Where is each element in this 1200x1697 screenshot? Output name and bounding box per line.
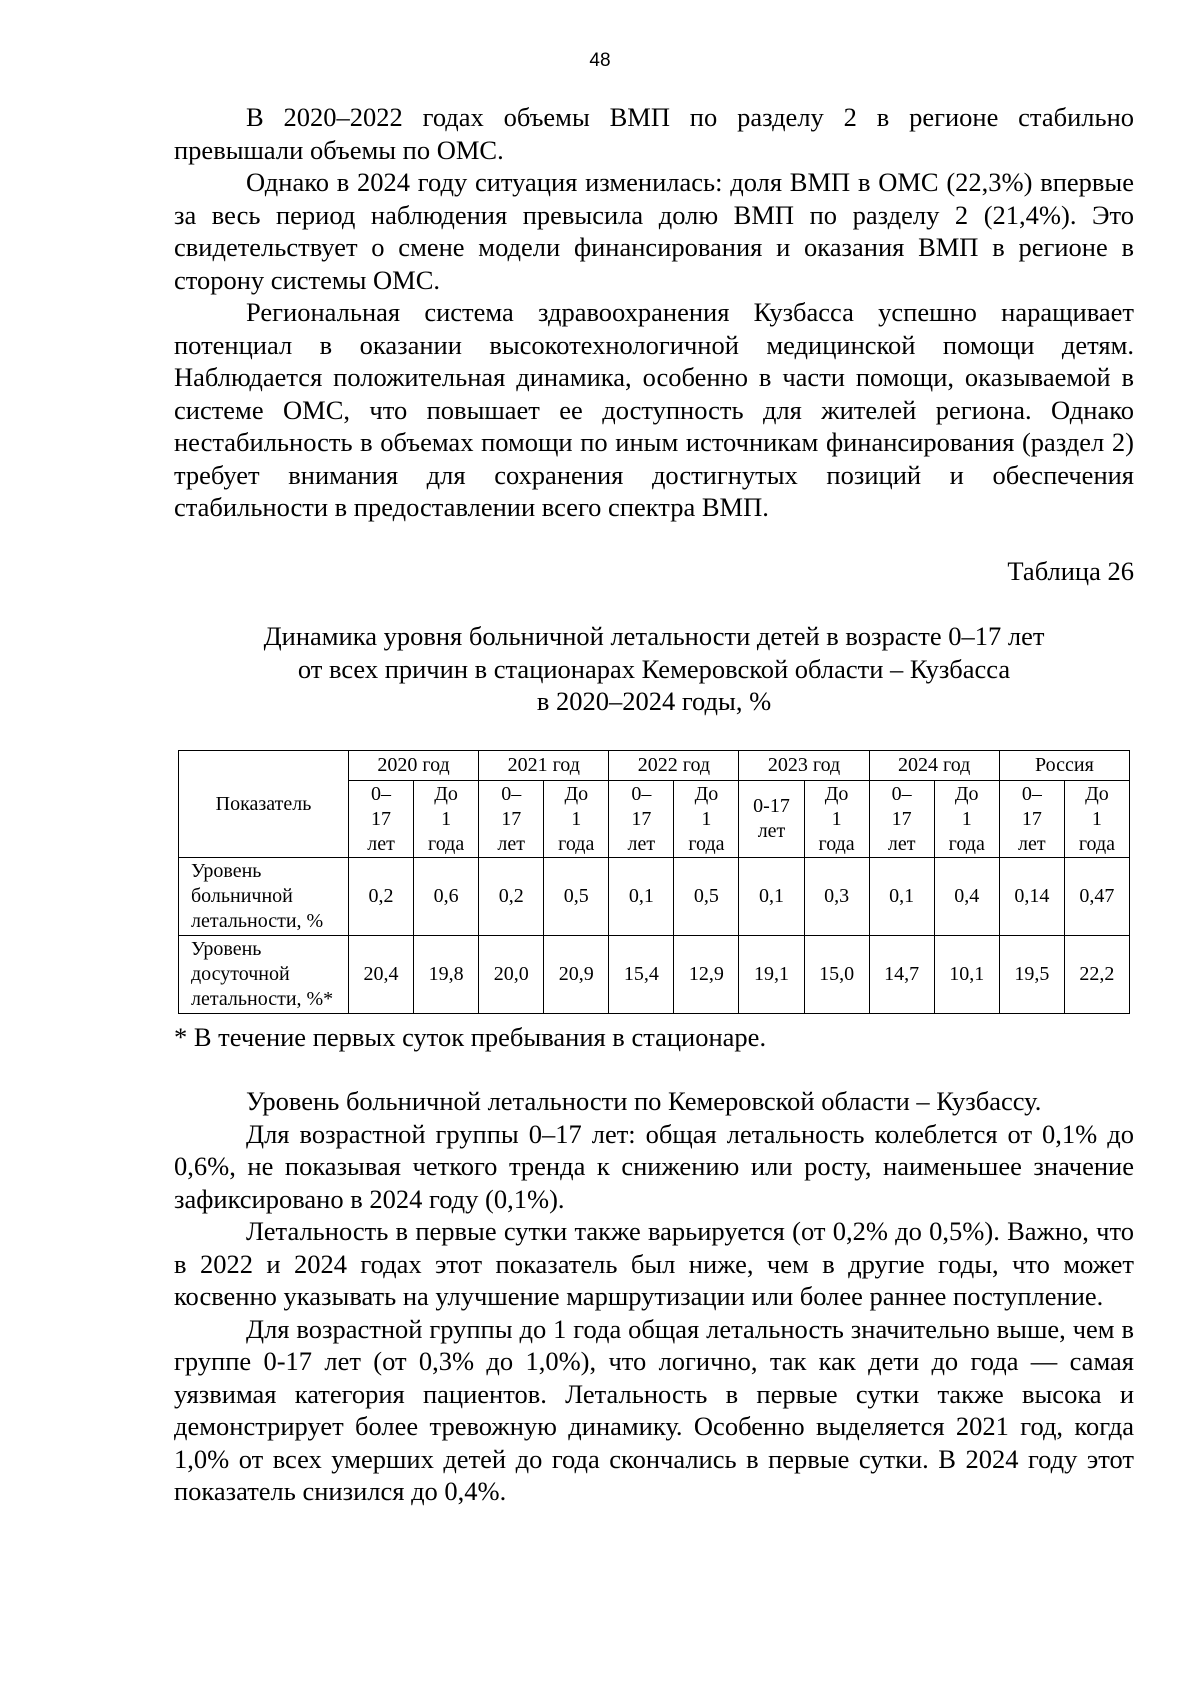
age-group-header-line: До: [694, 782, 719, 805]
age-group-header-line: лет: [627, 832, 656, 855]
age-group-header-line: 0–: [631, 782, 652, 805]
age-group-header-line: 17: [1021, 807, 1042, 830]
age-group-header-line: До: [434, 782, 458, 805]
table-cell: 10,1: [934, 936, 999, 1014]
age-group-header-line: лет: [497, 832, 525, 855]
paragraph: Однако в 2024 году ситуация изменилась: доля ВМП в ОМС (22,3%) впервые за весь период наблюдения превысила долю ВМП по разделу 2 (21,4%). Это свидетельствует о смене модели финансирования и оказания ВМП в регионе в сторону системы ОМС.: [174, 167, 1134, 295]
caption-line: Динамика уровня больничной летальности детей в возрасте 0–17 лет: [263, 621, 1045, 651]
age-group-header-line: 17: [501, 807, 522, 830]
age-group-header-line: года: [688, 832, 725, 855]
table-cell: 0,1: [739, 858, 804, 936]
year-header: 2020 год: [349, 751, 479, 781]
table-caption: [174, 620, 1134, 718]
row-label-line: Уровень: [191, 938, 262, 960]
paragraph: Летальность в первые сутки также варьируется (от 0,2% до 0,5%). Важно, что в 2022 и 2024 годах этот показатель был ниже, чем в другие годы, что может косвенно указывать на улучшение маршрутизации или более раннее поступление.: [174, 1216, 1134, 1311]
age-group-header: [934, 781, 999, 858]
paragraph: В 2020–2022 годах объемы ВМП по разделу 2 в регионе стабильно превышали объемы по ОМС.: [174, 102, 1134, 165]
table-number-label: Таблица 26: [1007, 556, 1134, 586]
table-cell: 0,2: [479, 858, 544, 936]
age-group-header-line: 1: [961, 807, 972, 830]
table-cell: 15,0: [804, 936, 869, 1014]
age-group-header: [999, 781, 1064, 858]
age-group-header: [544, 781, 609, 858]
age-group-header-line: лет: [367, 832, 395, 855]
table-cell: 14,7: [869, 936, 934, 1014]
table-cell: 0,5: [674, 858, 739, 936]
age-group-header: [739, 781, 804, 858]
row-label-line: Уровень: [191, 860, 262, 882]
table-cell: 0,14: [999, 858, 1064, 936]
age-group-header-line: года: [818, 832, 855, 855]
row-label-line: летальности, %*: [191, 988, 334, 1010]
age-group-header: [804, 781, 869, 858]
top-text-block: [174, 101, 1134, 524]
paragraph: Для возрастной группы 0–17 лет: общая летальность колеблется от 0,1% до 0,6%, не показывая четкого тренда к снижению или росту, наименьшее значение зафиксировано в 2024 году (0,1%).: [174, 1118, 1134, 1214]
age-group-header-line: До: [954, 782, 979, 805]
age-group-header-line: лет: [887, 832, 916, 855]
table-footnote: * В течение первых суток пребывания в стационаре.: [174, 1022, 767, 1052]
table-cell: 20,4: [349, 936, 414, 1014]
row-label: [179, 936, 349, 1014]
table-cell: 0,2: [349, 858, 414, 936]
table-cell: 15,4: [609, 936, 674, 1014]
table-row: [179, 858, 1130, 936]
table-cell: 0,5: [544, 858, 609, 936]
table-cell: 0,47: [1064, 858, 1129, 936]
header-row-years: [179, 751, 1130, 781]
age-group-header-line: 0–: [891, 782, 912, 805]
row-label-line: досуточной: [191, 963, 290, 985]
paragraph: Уровень больничной летальности по Кемеровской области – Кузбассу.: [246, 1086, 1042, 1116]
age-group-header-line: 0–: [371, 782, 392, 805]
age-group-header-line: 17: [631, 807, 652, 830]
paragraph: Для возрастной группы до 1 года общая летальность значительно выше, чем в группе 0-17 лет (от 0,3% до 1,0%), что логично, так как дети до года — самая уязвимая категория пациентов. Летальность в первые сутки также высока и демонстрирует более тревожную динамику. Особенно выделяется 2021 год, когда 1,0% от всех умерших детей до года скончались в первые сутки. В 2024 году этот показатель снизился до 0,4%.: [174, 1313, 1134, 1506]
age-group-header-line: лет: [1018, 832, 1046, 855]
table-cell: 12,9: [674, 936, 739, 1014]
age-group-header: [479, 781, 544, 858]
table-cell: 19,1: [739, 936, 804, 1014]
table-cell: 0,1: [609, 858, 674, 936]
table-cell: 20,0: [479, 936, 544, 1014]
age-group-header-line: До: [824, 782, 849, 805]
year-header: Россия: [999, 751, 1129, 781]
table-cell: 19,8: [414, 936, 479, 1014]
age-group-header-line: года: [558, 832, 595, 855]
row-label-line: больничной: [191, 885, 293, 907]
age-group-header: [609, 781, 674, 858]
indicator-header: Показатель: [179, 751, 349, 858]
age-group-header-line: 0-17: [753, 795, 790, 817]
table-cell: 0,1: [869, 858, 934, 936]
caption-line: от всех причин в стационарах Кемеровской области – Кузбасса: [297, 653, 1011, 684]
age-group-header-line: До: [564, 782, 589, 805]
age-group-header-line: года: [948, 832, 985, 855]
age-group-header: [1064, 781, 1129, 858]
table-cell: 0,6: [414, 858, 479, 936]
age-group-header-line: года: [428, 832, 465, 855]
age-group-header-line: 1: [441, 807, 452, 830]
year-header: 2022 год: [609, 751, 739, 781]
age-group-header-line: года: [1078, 832, 1116, 855]
age-group-header: [414, 781, 479, 858]
age-group-header-line: 0–: [1021, 782, 1042, 805]
row-label: [179, 858, 349, 936]
year-header: 2023 год: [739, 751, 869, 781]
table-cell: 19,5: [999, 936, 1064, 1014]
bottom-text-block: [174, 1085, 1134, 1508]
age-group-header-line: 1: [571, 807, 582, 830]
age-group-header-line: До: [1085, 782, 1109, 805]
table-cell: 22,2: [1064, 936, 1129, 1014]
page-number: 48: [589, 50, 611, 71]
year-header: 2024 год: [869, 751, 999, 781]
age-group-header-line: 17: [371, 807, 392, 830]
mortality-table: [178, 750, 1130, 1014]
row-label-line: летальности, %: [191, 910, 324, 932]
age-group-header-line: 1: [1091, 807, 1102, 830]
caption-line: в 2020–2024 годы, %: [536, 686, 772, 716]
age-group-header-line: 1: [701, 807, 712, 830]
age-group-header: [674, 781, 739, 858]
table-cell: 20,9: [544, 936, 609, 1014]
age-group-header-line: 17: [891, 807, 912, 830]
age-group-header-line: лет: [757, 820, 786, 842]
age-group-header: [349, 781, 414, 858]
paragraph: Региональная система здравоохранения Кузбасса успешно наращивает потенциал в оказании высокотехнологичной медицинской помощи детям. Наблюдается положительная динамика, особенно в части помощи, оказываемой в системе ОМС, что повышает ее доступность для жителей региона. Однако нестабильность в объемах помощи по иным источникам финансирования (раздел 2) требует внимания для сохранения достигнутых позиций и обеспечения стабильности в предоставлении всего спектра ВМП.: [174, 297, 1134, 522]
year-header: 2021 год: [479, 751, 609, 781]
age-group-header-line: 1: [831, 807, 842, 830]
table-cell: 0,4: [934, 858, 999, 936]
age-group-header: [869, 781, 934, 858]
table-row: [179, 936, 1130, 1014]
table-cell: 0,3: [804, 858, 869, 936]
age-group-header-line: 0–: [501, 782, 522, 805]
